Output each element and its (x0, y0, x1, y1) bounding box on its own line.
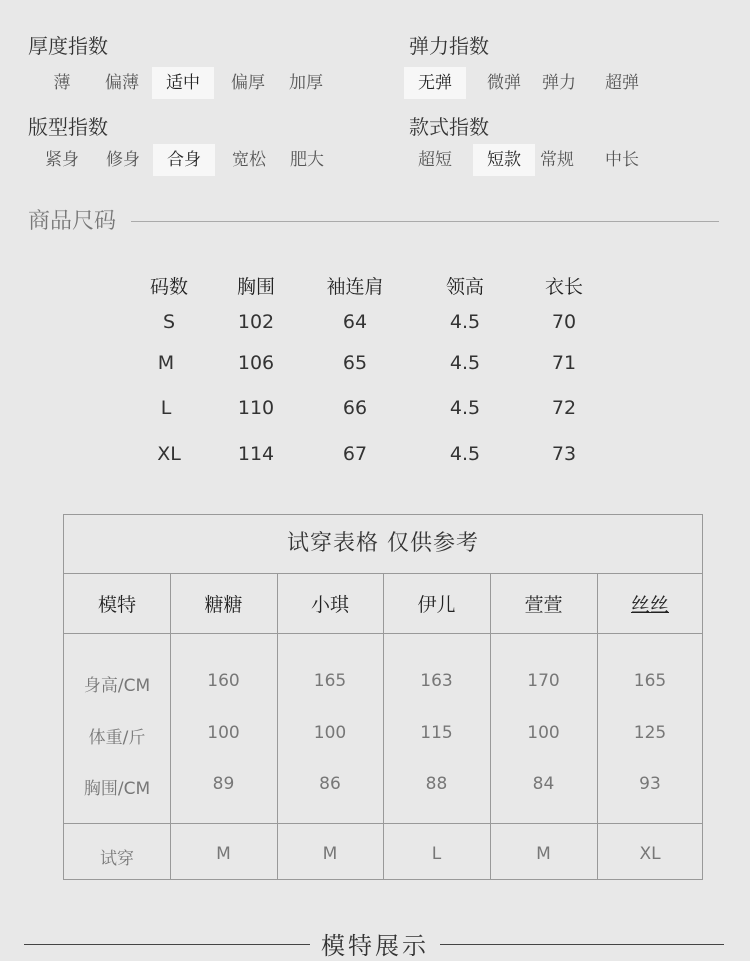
size-header: 码数 (149, 276, 188, 298)
size-cell: 66 (342, 397, 368, 419)
size-cell: 110 (237, 397, 275, 419)
fit-option: 肥大 (290, 150, 324, 170)
size-header: 袖连肩 (326, 276, 384, 298)
tryon-cell: L (431, 844, 442, 864)
size-cell: 4.5 (449, 311, 481, 333)
thickness-option: 薄 (53, 73, 71, 93)
tryon-row-label: 胸围/CM (83, 779, 151, 799)
style-option: 中长 (605, 150, 639, 170)
fit-index-title: 版型指数 (28, 115, 108, 139)
tryon-cell: 100 (207, 723, 240, 743)
tryon-cell: 125 (633, 723, 667, 743)
tryon-cell: M (216, 844, 231, 864)
elasticity-index-title: 弹力指数 (409, 34, 489, 58)
tryon-cell: 115 (420, 723, 453, 743)
size-cell: L (160, 397, 172, 419)
tryon-header: 小琪 (310, 594, 349, 616)
size-cell: 106 (237, 352, 275, 374)
tryon-cell: 86 (319, 774, 341, 794)
model-showcase-title: 模特展示 (321, 932, 429, 960)
size-section-title: 商品尺码 (28, 209, 117, 234)
tryon-cell: M (322, 844, 338, 864)
tryon-row-label: 体重/斤 (88, 728, 146, 748)
tryon-table-title: 试穿表格 仅供参考 (287, 531, 479, 556)
size-cell: 102 (237, 311, 275, 333)
tryon-cell: 100 (527, 723, 560, 743)
tryon-cell: 100 (313, 723, 347, 743)
section-divider (131, 221, 719, 222)
tryon-cell: 93 (639, 774, 661, 794)
size-cell: 114 (237, 443, 275, 465)
elasticity-option: 弹力 (542, 73, 576, 93)
size-cell: 71 (551, 352, 577, 374)
tryon-header: 伊儿 (417, 594, 456, 616)
style-option: 常规 (540, 150, 574, 170)
size-cell: XL (157, 443, 181, 465)
thickness-option: 偏厚 (231, 73, 265, 93)
size-cell: 64 (342, 311, 368, 333)
tryon-cell: 88 (425, 774, 448, 794)
size-cell: 67 (342, 443, 368, 465)
tryon-cell: 163 (420, 671, 453, 691)
footer-divider-left (24, 944, 310, 945)
size-cell: 4.5 (449, 352, 481, 374)
size-cell: 4.5 (449, 397, 481, 419)
size-cell: 65 (342, 352, 368, 374)
tryon-table (63, 514, 703, 880)
footer-divider-right (440, 944, 724, 945)
tryon-row-label: 试穿 (100, 849, 134, 869)
style-option-selected: 短款 (473, 144, 535, 176)
fit-option: 宽松 (232, 150, 266, 170)
fit-option: 修身 (106, 150, 140, 170)
tryon-header: 萱萱 (524, 594, 563, 616)
fit-option: 紧身 (45, 150, 79, 170)
tryon-cell: 165 (633, 671, 667, 691)
tryon-cell: XL (639, 844, 661, 864)
elasticity-option-selected: 无弹 (404, 67, 466, 99)
style-index-title: 款式指数 (409, 115, 489, 139)
thickness-option: 偏薄 (105, 73, 139, 93)
style-option: 超短 (418, 150, 452, 170)
fit-option-selected: 合身 (153, 144, 215, 176)
size-cell: 73 (551, 443, 577, 465)
tryon-row-label: 身高/CM (83, 676, 151, 696)
thickness-option: 加厚 (289, 73, 323, 93)
size-cell: S (162, 311, 176, 333)
tryon-header: 丝丝 (630, 594, 669, 616)
thickness-index-title: 厚度指数 (28, 34, 108, 58)
tryon-cell: 160 (207, 671, 240, 691)
size-cell: 70 (551, 311, 577, 333)
tryon-cell: 89 (212, 774, 235, 794)
tryon-header: 模特 (97, 594, 136, 616)
elasticity-option: 微弹 (487, 73, 521, 93)
thickness-option-selected: 适中 (152, 67, 214, 99)
tryon-cell: 165 (313, 671, 347, 691)
size-header: 领高 (445, 276, 484, 298)
size-cell: 4.5 (449, 443, 481, 465)
size-cell: M (157, 352, 175, 374)
size-header: 衣长 (544, 276, 583, 298)
tryon-cell: M (536, 844, 551, 864)
tryon-header: 糖糖 (204, 594, 243, 616)
size-cell: 72 (551, 397, 577, 419)
elasticity-option: 超弹 (605, 73, 639, 93)
size-header: 胸围 (236, 276, 275, 298)
tryon-cell: 170 (527, 671, 560, 691)
tryon-cell: 84 (532, 774, 555, 794)
